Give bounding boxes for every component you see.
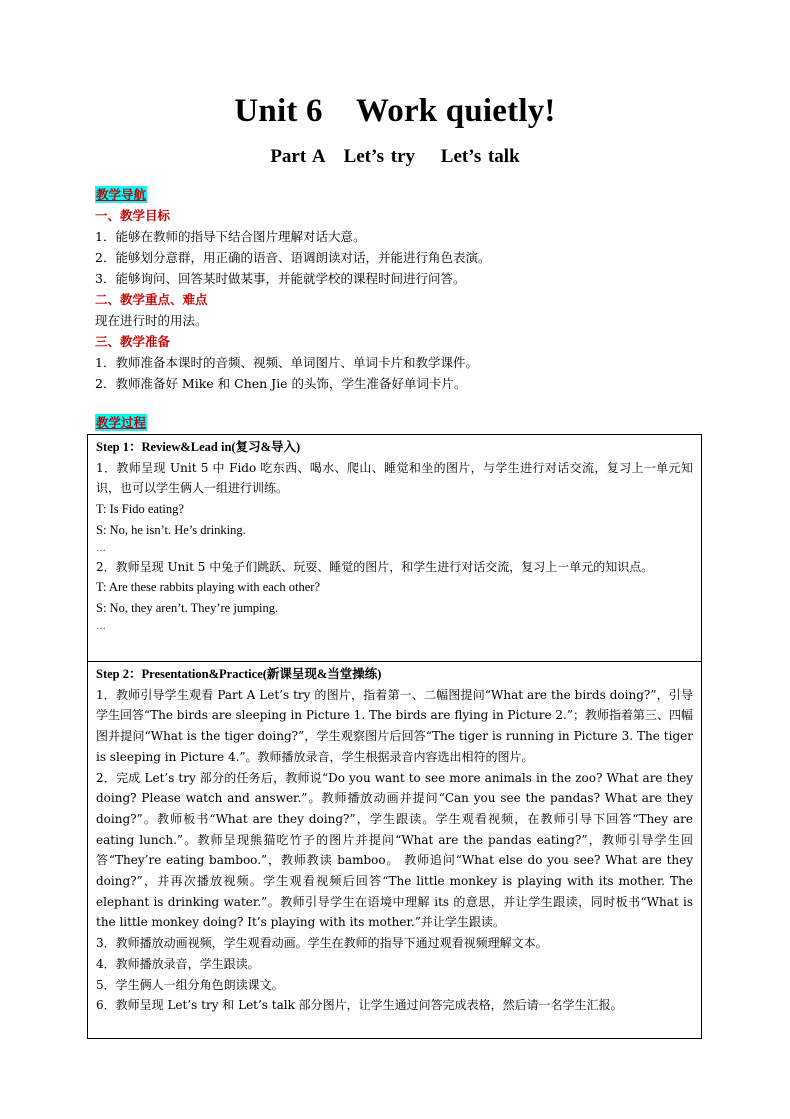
dialogue-line: S: No, they aren’t. They’re jumping.	[96, 600, 279, 615]
step2-heading: Step 2：Presentation&Practice(新课呈现&当堂操练)	[96, 667, 382, 681]
ellipsis: …	[96, 542, 106, 554]
step2-paragraph: 3．教师播放动画视频，学生观看动画。学生在教师的指导下通过观看视频理解文本。	[96, 936, 548, 951]
teaching-guide-section	[95, 184, 705, 394]
teaching-process-label-wrap	[95, 413, 147, 433]
teaching-guide-label: 教学导航	[96, 187, 147, 202]
step1-box	[87, 434, 702, 662]
preparation-item: 2．教师准备好 Mike 和 Chen Jie 的头饰，学生准备好单词卡片。	[95, 376, 467, 391]
page-subtitle: Part A Let’s try Let’s talk	[270, 146, 520, 167]
preparation-heading: 三、教学准备	[95, 334, 171, 349]
dialogue-line: S: No, he isn’t. He’s drinking.	[96, 522, 246, 537]
key-points-heading: 二、教学重点、难点	[95, 292, 208, 307]
step1-heading: Step 1：Review&Lead in(复习&导入)	[96, 440, 301, 454]
step1-paragraph: 2．教师呈现 Unit 5 中兔子们跳跃、玩耍、睡觉的图片，和学生进行对话交流，复习上一单元的知识点。	[96, 559, 654, 574]
goal-item: 2．能够划分意群，用正确的语音、语调朗读对话，并能进行角色表演。	[95, 250, 491, 265]
step2-paragraph: 4．教师播放录音，学生跟读。	[96, 956, 260, 971]
step2-paragraph: 6．教师呈现 Let’s try 和 Let’s talk 部分图片，让学生通过问答完成表格，然后请一名学生汇报。	[96, 998, 623, 1013]
preparation-item: 1．教师准备本课时的音频、视频、单词图片、单词卡片和教学课件。	[95, 355, 478, 370]
step1-paragraph: 1．教师呈现 Unit 5 中 Fido 吃东西、喝水、爬山、睡觉和坐的图片，与学生进行对话交流，复习上一单元知识，也可以学生俩人一组进行训练。	[96, 460, 693, 496]
key-points-text: 现在进行时的用法。	[95, 313, 208, 328]
dialogue-line: T: Is Fido eating?	[96, 502, 184, 517]
dialogue-line: T: Are these rabbits playing with each other?	[96, 580, 320, 595]
step2-paragraph: 2．完成 Let’s try 部分的任务后，教师说“Do you want to see more animals in the zoo? What are they doing? Please watch and answer.”。教师播放动画并提问“Can you see the pandas? What are they doing?”。教师板书“What are they doing?”，学生跟读。学生观看视频，在教师引导下回答“They are eating lunch.”。教师呈现熊猫吃竹子的图片并提问“What are the pandas eating?”，教师引导学生回答“They’re eating bamboo.”，教师教读 bamboo。 教师追问“What else do you see? What are they doing?”，并再次播放视频。学生观看视频后回答“The little monkey is playing with its mother. The elephant is drinking water.”。教师引导学生在语境中理解 its 的意思，并让学生跟读，同时板书“What is the little monkey doing? It’s playing with its mother.”并让学生跟读。	[96, 770, 693, 930]
step2-paragraph: 5．学生俩人一组分角色朗读课文。	[96, 977, 284, 992]
step2-paragraph: 1．教师引导学生观看 Part A Let’s try 的图片，指着第一、二幅图提问“What are the birds doing?”，引导学生回答“The birds are sleeping in Picture 1. The birds are flying in Picture 2.”；教师指着第三、四幅图并提问“What is the tiger doing?”，学生观察图片后回答“The tiger is running in Picture 3. The tiger is sleeping in Picture 4.”。教师播放录音，学生根据录音内容选出相符的图片。	[96, 687, 693, 764]
page-title: Unit 6 Work quietly!	[234, 93, 556, 129]
teaching-process-label: 教学过程	[96, 415, 147, 430]
goal-item: 1．能够在教师的指导下结合图片理解对话大意。	[95, 229, 366, 244]
goal-item: 3．能够询问、回答某时做某事，并能就学校的课程时间进行问答。	[95, 271, 466, 286]
goals-heading: 一、教学目标	[95, 208, 171, 223]
ellipsis: …	[96, 620, 106, 632]
step2-box	[87, 661, 702, 1039]
